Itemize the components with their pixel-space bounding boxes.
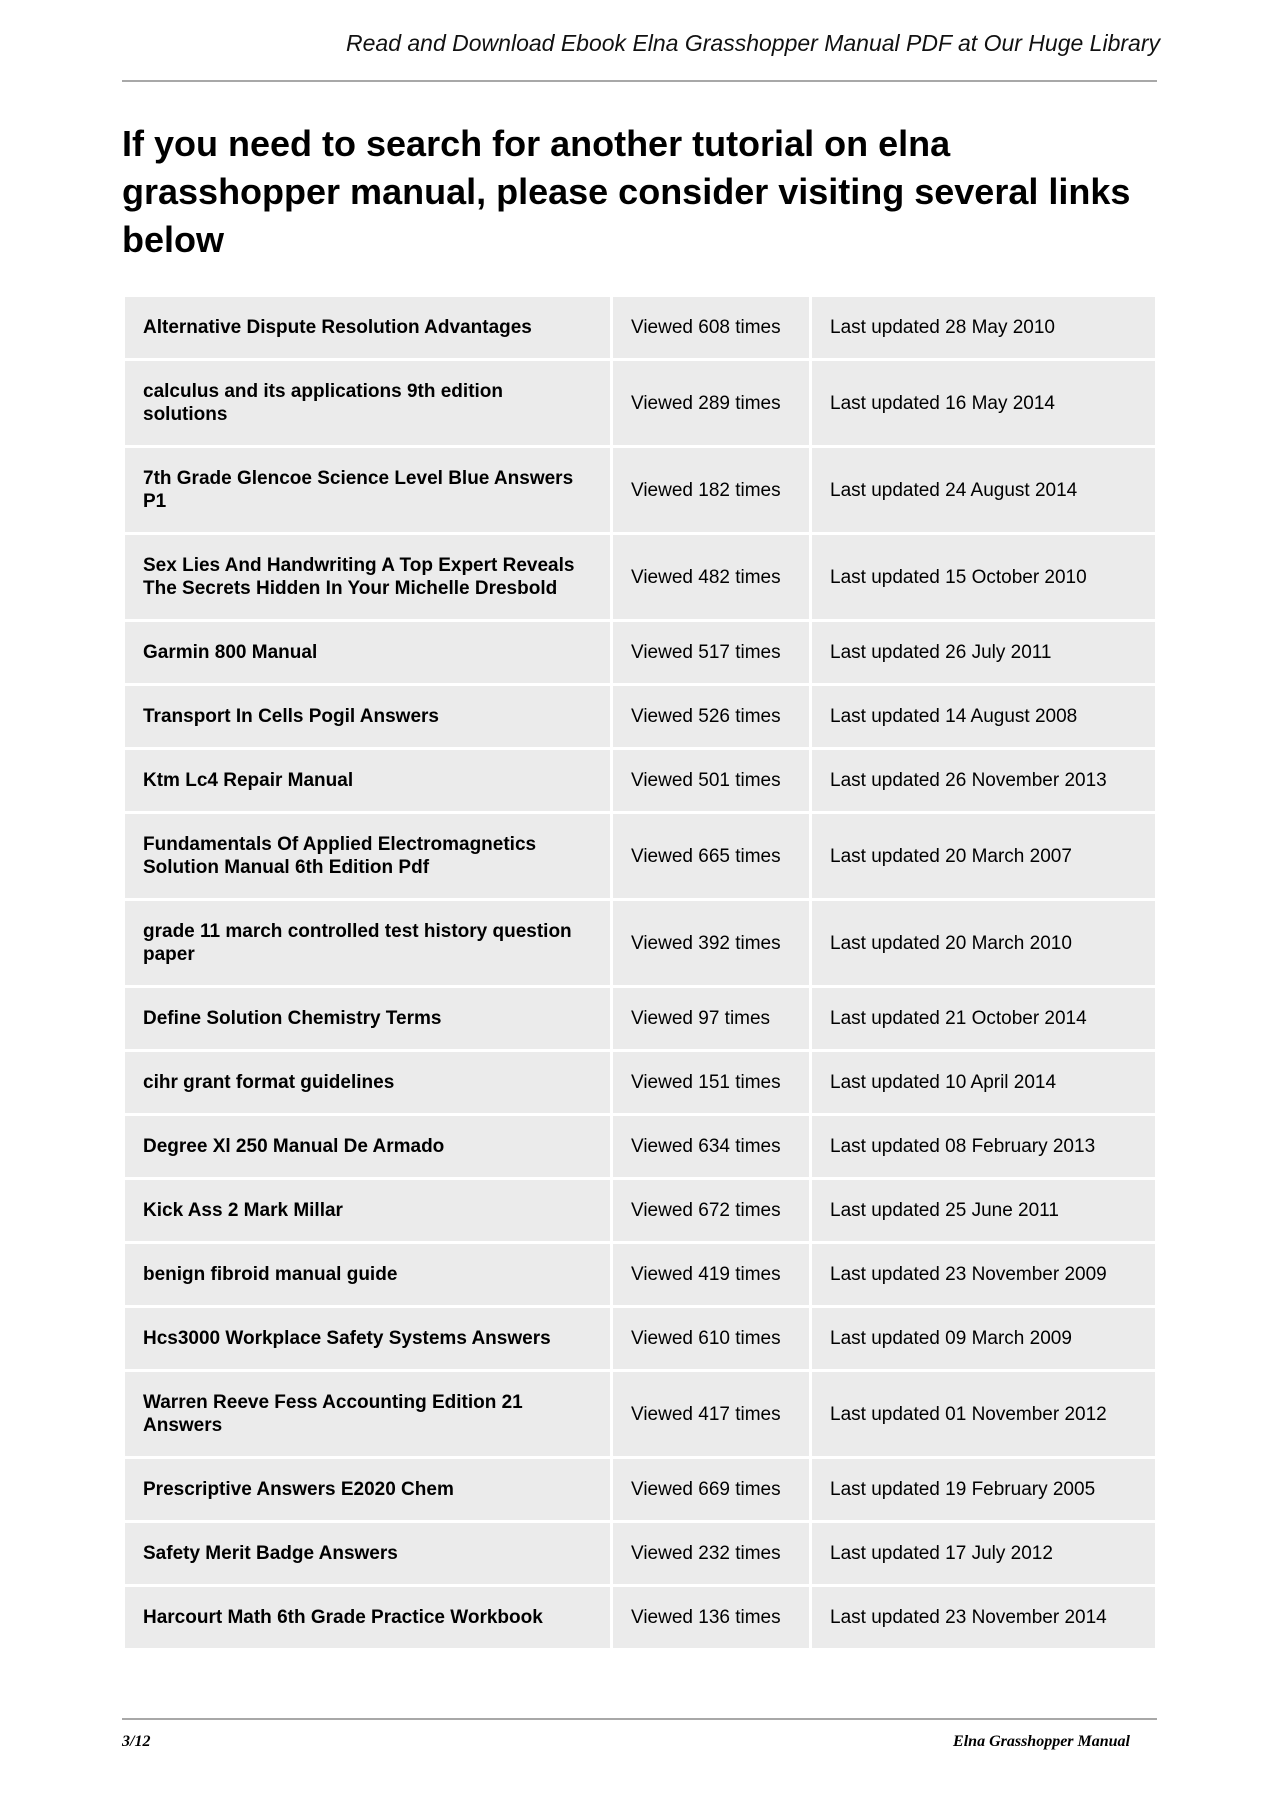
- link-title[interactable]: Define Solution Chemistry Terms: [125, 988, 610, 1049]
- table-row: [125, 1052, 1155, 1113]
- view-count: Viewed 501 times: [613, 750, 809, 811]
- last-updated: Last updated 10 April 2014: [812, 1052, 1155, 1113]
- last-updated: Last updated 08 February 2013: [812, 1116, 1155, 1177]
- view-count: Viewed 182 times: [613, 448, 809, 532]
- footer-title: Elna Grasshopper Manual: [953, 1733, 1130, 1750]
- page-heading: If you need to search for another tutorial on elna grasshopper manual, please consider visiting several links below: [122, 123, 1131, 260]
- table-row: [125, 535, 1155, 619]
- table-row: [125, 1459, 1155, 1520]
- view-count: Viewed 610 times: [613, 1308, 809, 1369]
- last-updated: Last updated 15 October 2010: [812, 535, 1155, 619]
- view-count: Viewed 526 times: [613, 686, 809, 747]
- last-updated: Last updated 19 February 2005: [812, 1459, 1155, 1520]
- view-count: Viewed 517 times: [613, 622, 809, 683]
- header-divider: [122, 80, 1157, 82]
- table-row: [125, 1308, 1155, 1369]
- view-count: Viewed 672 times: [613, 1180, 809, 1241]
- view-count: Viewed 136 times: [613, 1587, 809, 1648]
- last-updated: Last updated 24 August 2014: [812, 448, 1155, 532]
- last-updated: Last updated 25 June 2011: [812, 1180, 1155, 1241]
- last-updated: Last updated 21 October 2014: [812, 988, 1155, 1049]
- running-header: Read and Download Ebook Elna Grasshopper Manual PDF at Our Huge Library: [346, 30, 1160, 56]
- table-row: [125, 448, 1155, 532]
- link-title[interactable]: cihr grant format guidelines: [125, 1052, 610, 1113]
- link-title[interactable]: Degree Xl 250 Manual De Armado: [125, 1116, 610, 1177]
- links-table: [122, 294, 1158, 1651]
- link-title[interactable]: Ktm Lc4 Repair Manual: [125, 750, 610, 811]
- table-row: [125, 1180, 1155, 1241]
- table-row: [125, 750, 1155, 811]
- link-title[interactable]: Fundamentals Of Applied Electromagnetics Solution Manual 6th Edition Pdf: [125, 814, 610, 898]
- link-title[interactable]: Kick Ass 2 Mark Millar: [125, 1180, 610, 1241]
- view-count: Viewed 482 times: [613, 535, 809, 619]
- link-title[interactable]: Garmin 800 Manual: [125, 622, 610, 683]
- last-updated: Last updated 20 March 2010: [812, 901, 1155, 985]
- table-row: [125, 1587, 1155, 1648]
- view-count: Viewed 669 times: [613, 1459, 809, 1520]
- last-updated: Last updated 14 August 2008: [812, 686, 1155, 747]
- last-updated: Last updated 26 July 2011: [812, 622, 1155, 683]
- link-title[interactable]: 7th Grade Glencoe Science Level Blue Answers P1: [125, 448, 610, 532]
- last-updated: Last updated 09 March 2009: [812, 1308, 1155, 1369]
- link-title[interactable]: benign fibroid manual guide: [125, 1244, 610, 1305]
- footer-divider: [122, 1718, 1157, 1720]
- table-row: [125, 1372, 1155, 1456]
- view-count: Viewed 665 times: [613, 814, 809, 898]
- link-title[interactable]: Transport In Cells Pogil Answers: [125, 686, 610, 747]
- last-updated: Last updated 26 November 2013: [812, 750, 1155, 811]
- table-row: [125, 1116, 1155, 1177]
- last-updated: Last updated 23 November 2009: [812, 1244, 1155, 1305]
- view-count: Viewed 608 times: [613, 297, 809, 358]
- view-count: Viewed 634 times: [613, 1116, 809, 1177]
- table-row: [125, 1523, 1155, 1584]
- table-row: [125, 814, 1155, 898]
- link-title[interactable]: Warren Reeve Fess Accounting Edition 21 Answers: [125, 1372, 610, 1456]
- link-title[interactable]: Alternative Dispute Resolution Advantages: [125, 297, 610, 358]
- table-row: [125, 1244, 1155, 1305]
- table-row: [125, 686, 1155, 747]
- table-row: [125, 361, 1155, 445]
- view-count: Viewed 417 times: [613, 1372, 809, 1456]
- last-updated: Last updated 17 July 2012: [812, 1523, 1155, 1584]
- last-updated: Last updated 01 November 2012: [812, 1372, 1155, 1456]
- view-count: Viewed 151 times: [613, 1052, 809, 1113]
- last-updated: Last updated 23 November 2014: [812, 1587, 1155, 1648]
- last-updated: Last updated 16 May 2014: [812, 361, 1155, 445]
- link-title[interactable]: Safety Merit Badge Answers: [125, 1523, 610, 1584]
- view-count: Viewed 232 times: [613, 1523, 809, 1584]
- link-title[interactable]: Prescriptive Answers E2020 Chem: [125, 1459, 610, 1520]
- link-title[interactable]: calculus and its applications 9th edition solutions: [125, 361, 610, 445]
- link-title[interactable]: Harcourt Math 6th Grade Practice Workbook: [125, 1587, 610, 1648]
- table-row: [125, 622, 1155, 683]
- view-count: Viewed 289 times: [613, 361, 809, 445]
- table-row: [125, 988, 1155, 1049]
- link-title[interactable]: grade 11 march controlled test history question paper: [125, 901, 610, 985]
- link-title[interactable]: Sex Lies And Handwriting A Top Expert Reveals The Secrets Hidden In Your Michelle Dresbold: [125, 535, 610, 619]
- table-row: [125, 297, 1155, 358]
- view-count: Viewed 97 times: [613, 988, 809, 1049]
- view-count: Viewed 419 times: [613, 1244, 809, 1305]
- last-updated: Last updated 20 March 2007: [812, 814, 1155, 898]
- view-count: Viewed 392 times: [613, 901, 809, 985]
- link-title[interactable]: Hcs3000 Workplace Safety Systems Answers: [125, 1308, 610, 1369]
- table-row: [125, 901, 1155, 985]
- last-updated: Last updated 28 May 2010: [812, 297, 1155, 358]
- page-number: 3/12: [122, 1733, 151, 1750]
